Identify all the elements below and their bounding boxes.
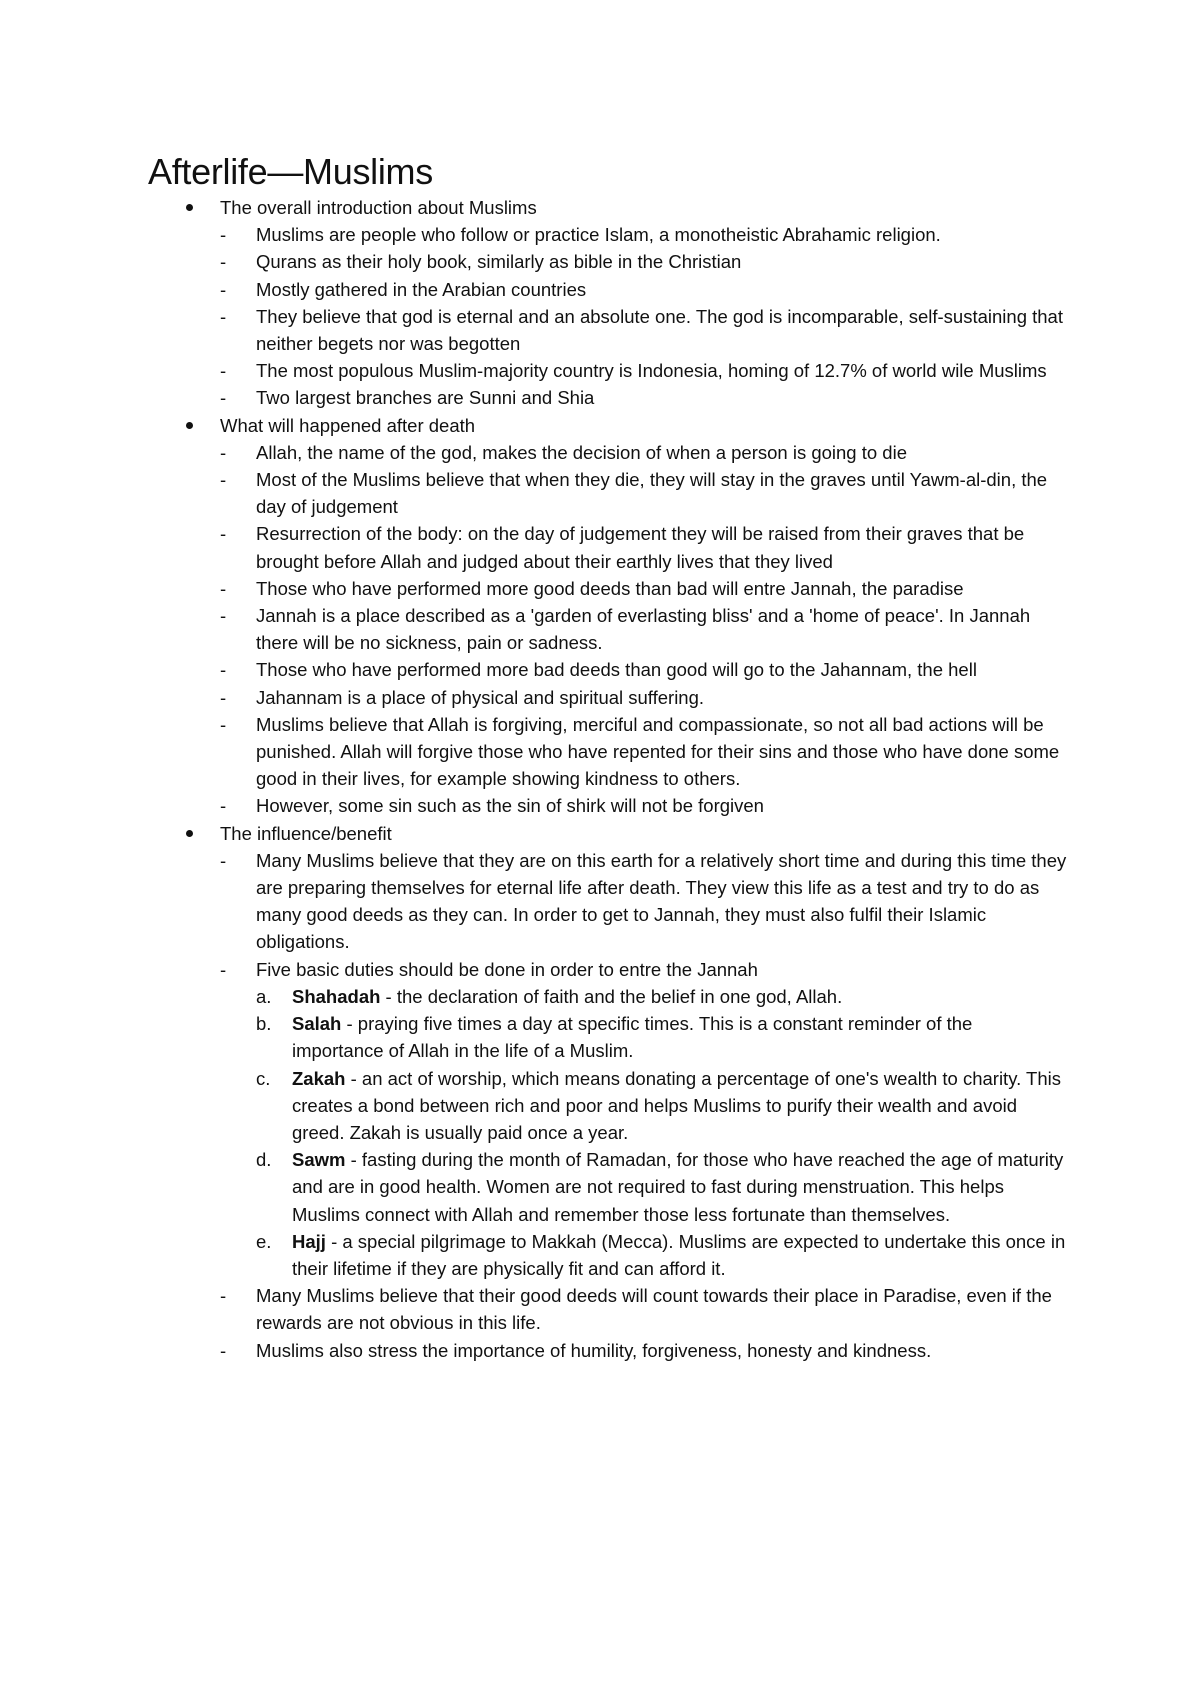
duty-marker: e. <box>256 1230 272 1252</box>
document-content <box>148 150 1068 1364</box>
list-item <box>148 956 1068 983</box>
duty-term: Salah <box>292 1013 342 1035</box>
section-heading-text: What will happened after death <box>220 414 476 436</box>
list-item-text: Mostly gathered in the Arabian countries <box>256 278 587 300</box>
bullet-icon <box>186 830 193 837</box>
duty-term: Sawm <box>292 1149 346 1171</box>
list-item <box>148 602 1068 656</box>
duty-text: - the declaration of faith and the belief in one god, Allah. <box>380 985 843 1007</box>
document-title: Afterlife—Muslims <box>148 151 433 192</box>
list-item <box>148 656 1068 683</box>
dash-marker: - <box>220 360 227 382</box>
duty-term: Hajj <box>292 1230 326 1252</box>
list-item-text: Jannah is a place described as a 'garden of everlasting bliss' and a 'home of peace'. In Jannah there will be no sickness, pain or sadness. <box>256 605 1031 654</box>
list-item-text: The most populous Muslim-majority country is Indonesia, homing of 12.7% of world wile Muslims <box>256 360 1047 382</box>
dash-marker: - <box>220 958 227 980</box>
dash-marker: - <box>220 523 227 545</box>
duty-text: - praying five times a day at specific times. This is a constant reminder of the importance of Allah in the life of a Muslim. <box>292 1013 973 1062</box>
list-item-text: However, some sin such as the sin of shirk will not be forgiven <box>256 795 764 817</box>
list-item <box>148 520 1068 574</box>
list-item-text: They believe that god is eternal and an absolute one. The god is incomparable, self-sustaining that neither begets nor was begotten <box>256 305 1063 355</box>
list-item-text: Those who have performed more good deeds than bad will entre Jannah, the paradise <box>256 577 964 599</box>
list-item <box>148 711 1068 793</box>
list-item <box>148 847 1068 956</box>
dash-marker: - <box>220 251 227 273</box>
dash-marker: - <box>220 605 227 627</box>
list-item <box>148 439 1068 466</box>
list-item-text: Those who have performed more bad deeds than good will go to the Jahannam, the hell <box>256 659 977 681</box>
list-item-text: Most of the Muslims believe that when they die, they will stay in the graves until Yawm-al-din, the day of judgement <box>256 469 1048 518</box>
bullet-icon <box>186 422 193 429</box>
list-item <box>148 248 1068 275</box>
list-item-text: Allah, the name of the god, makes the decision of when a person is going to die <box>256 441 907 463</box>
duty-term: Shahadah <box>292 985 381 1007</box>
list-item-text: Jahannam is a place of physical and spiritual suffering. <box>256 686 705 708</box>
section-heading-introduction <box>148 194 1068 221</box>
dash-marker: - <box>220 795 227 817</box>
dash-marker: - <box>220 1339 227 1361</box>
section-heading-text: The influence/benefit <box>220 822 392 844</box>
list-item-text: Muslims are people who follow or practice Islam, a monotheistic Abrahamic religion. <box>256 224 941 246</box>
duty-marker: a. <box>256 985 272 1007</box>
list-item <box>148 357 1068 384</box>
duty-item-zakah <box>148 1065 1068 1147</box>
dash-marker: - <box>220 686 227 708</box>
dash-marker: - <box>220 387 227 409</box>
list-item-text: Resurrection of the body: on the day of judgement they will be raised from their graves that be brought before Allah and judged about their earthly lives that they lived <box>256 523 1025 572</box>
duty-marker: c. <box>256 1067 271 1089</box>
section-heading-after-death <box>148 412 1068 439</box>
duty-item-sawm <box>148 1146 1068 1228</box>
list-item-text: Many Muslims believe that they are on this earth for a relatively short time and during this time they are preparing themselves for eternal life after death. They view this life as a test and try to do as many good deeds as they can. In order to get to Jannah, they must also fulfil their Islamic obligations. <box>256 849 1067 953</box>
list-item <box>148 466 1068 520</box>
list-item-text: Muslims believe that Allah is forgiving, merciful and compassionate, so not all bad actions will be punished. Allah will forgive those who have repented for their sins and those who have done some good in their lives, for example showing kindness to others. <box>256 713 1060 790</box>
duty-text: - an act of worship, which means donating a percentage of one's wealth to charity. This creates a bond between rich and poor and helps Muslims to purify their wealth and avoid greed. Zakah is usually paid once a year. <box>292 1067 1061 1143</box>
list-item <box>148 276 1068 303</box>
duty-item-salah <box>148 1010 1068 1064</box>
list-item-text: Five basic duties should be done in order to entre the Jannah <box>256 958 758 980</box>
duty-text: - fasting during the month of Ramadan, for those who have reached the age of maturity and are in good health. Women are not required to fast during menstruation. This helps Muslims connect with Allah and remember those less fortunate than themselves. <box>292 1149 1064 1225</box>
section-heading-influence <box>148 820 1068 847</box>
dash-marker: - <box>220 441 227 463</box>
dash-marker: - <box>220 577 227 599</box>
list-item-text: Muslims also stress the importance of humility, forgiveness, honesty and kindness. <box>256 1339 932 1361</box>
duty-marker: b. <box>256 1013 272 1035</box>
dash-marker: - <box>220 469 227 491</box>
duty-term: Zakah <box>292 1067 346 1089</box>
list-item-text: Many Muslims believe that their good deeds will count towards their place in Paradise, even if the rewards are not obvious in this life. <box>256 1285 1052 1334</box>
list-item <box>148 384 1068 411</box>
list-item-text: Qurans as their holy book, similarly as bible in the Christian <box>256 251 742 273</box>
duty-item-hajj <box>148 1228 1068 1282</box>
list-item <box>148 684 1068 711</box>
section-heading-text: The overall introduction about Muslims <box>220 197 537 218</box>
duty-text: - a special pilgrimage to Makkah (Mecca). Muslims are expected to undertake this once in their lifetime if they are physically fit and can afford it. <box>292 1230 1066 1279</box>
list-item <box>148 1337 1068 1364</box>
duty-marker: d. <box>256 1149 272 1171</box>
list-item <box>148 303 1068 357</box>
bullet-icon <box>186 204 193 211</box>
dash-marker: - <box>220 224 227 246</box>
list-item <box>148 792 1068 819</box>
dash-marker: - <box>220 278 227 300</box>
list-item-text: Two largest branches are Sunni and Shia <box>256 387 595 409</box>
list-item <box>148 575 1068 602</box>
dash-marker: - <box>220 713 227 735</box>
list-item <box>148 221 1068 248</box>
dash-marker: - <box>220 659 227 681</box>
list-item <box>148 1282 1068 1336</box>
duty-item-shahadah <box>148 983 1068 1010</box>
dash-marker: - <box>220 849 227 871</box>
dash-marker: - <box>220 305 227 327</box>
dash-marker: - <box>220 1285 227 1307</box>
